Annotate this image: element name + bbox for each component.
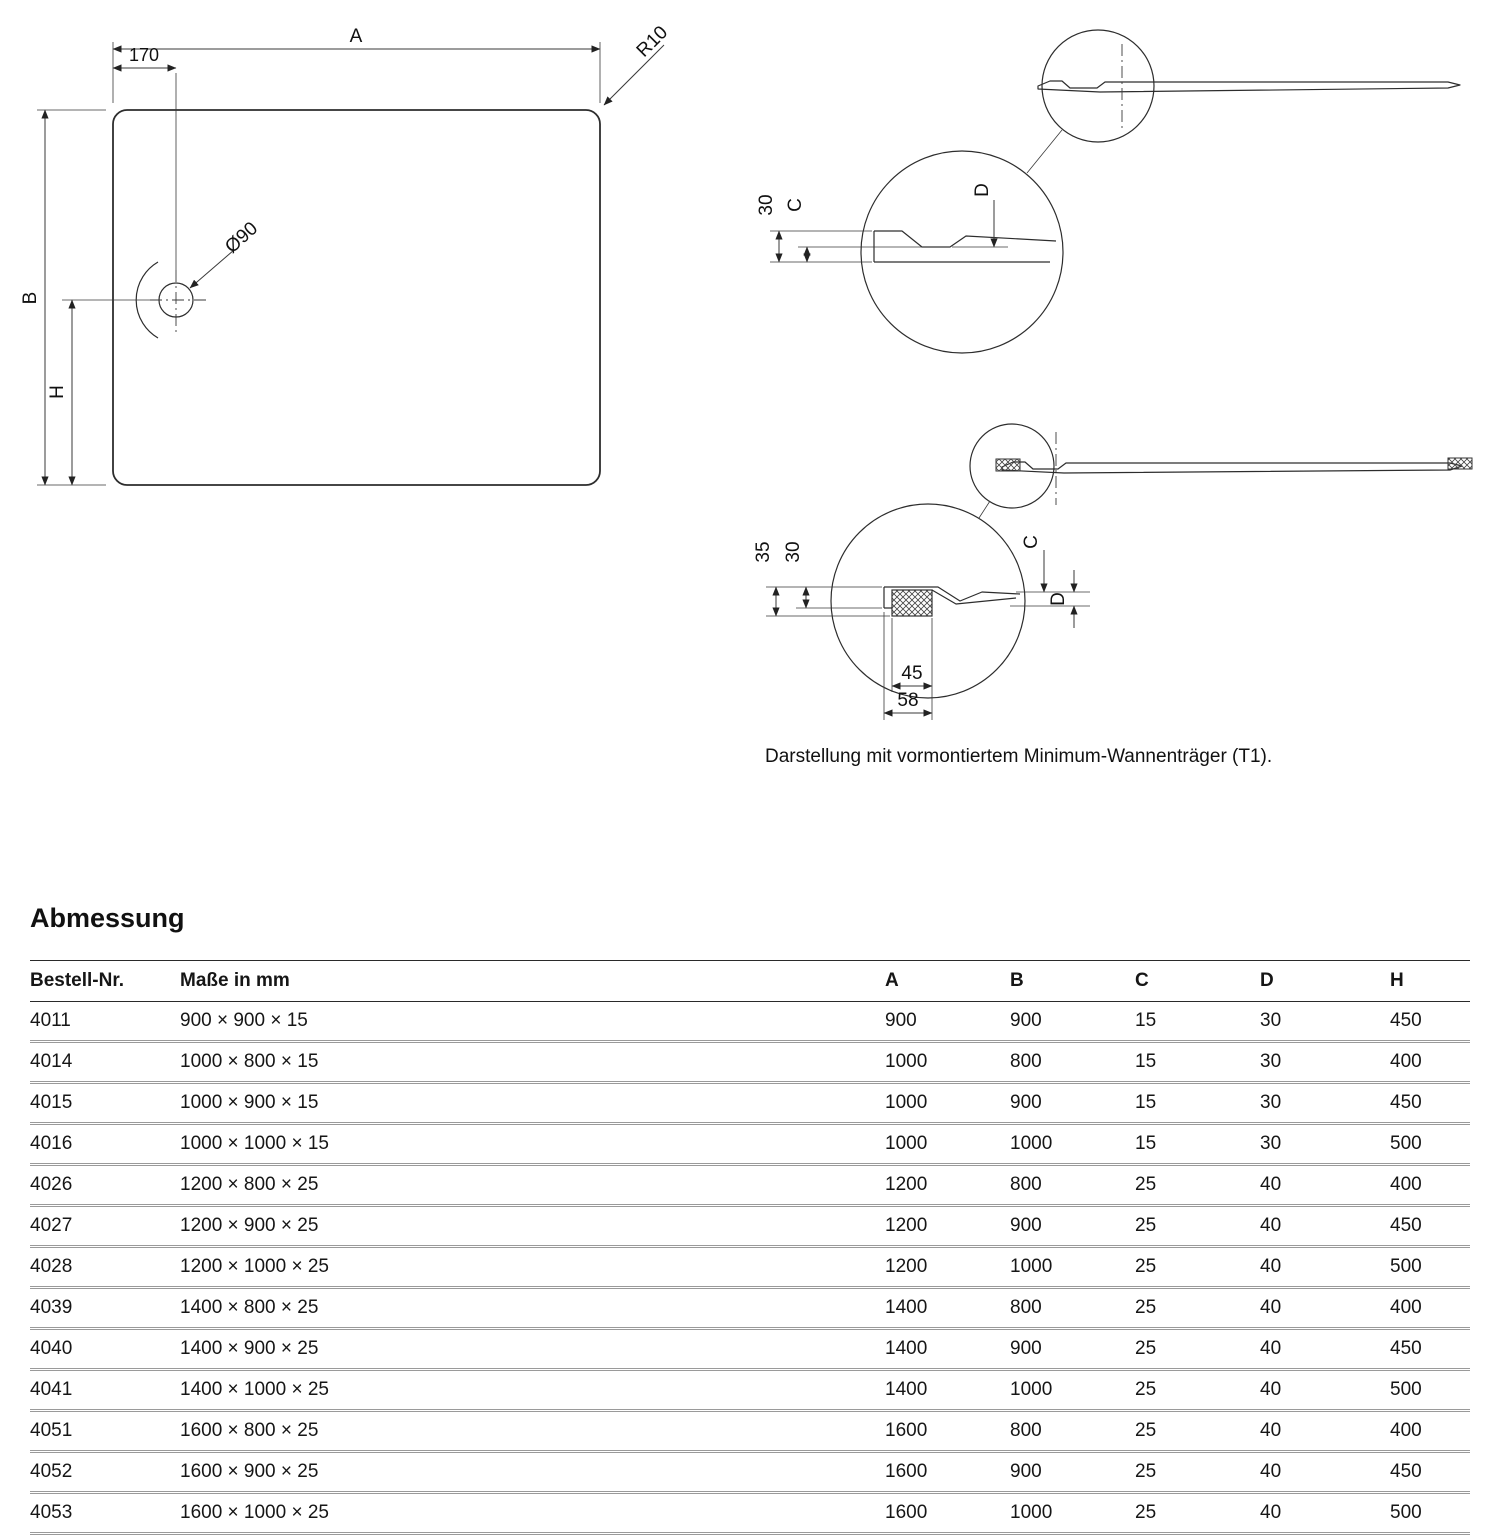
table-cell-h: 450 [1390,1002,1470,1042]
table-cell-a: 900 [885,1002,1010,1042]
dim-label-30-top: 30 [756,194,777,216]
corner-radius-label: R10 [632,22,673,62]
table-cell-a: 1000 [885,1042,1010,1083]
table-cell-b: 1000 [1010,1247,1135,1288]
table-cell-a: 1200 [885,1165,1010,1206]
table-cell-size: 1000 × 1000 × 15 [180,1124,885,1165]
table-cell-h: 450 [1390,1083,1470,1124]
tray-outline [113,110,600,485]
table-cell-a: 1600 [885,1411,1010,1452]
column-header-h: H [1390,961,1470,1002]
table-cell-h: 400 [1390,1042,1470,1083]
dimensions-table-body [30,1002,1470,1534]
dim-label-45: 45 [901,663,923,684]
table-cell-c: 25 [1135,1452,1260,1493]
zoom-profile-underside-t1 [932,590,1016,604]
table-cell-c: 25 [1135,1329,1260,1370]
table-cell-order-number: 4053 [30,1493,180,1534]
table-cell-size: 1400 × 900 × 25 [180,1329,885,1370]
table-cell-size: 1400 × 800 × 25 [180,1288,885,1329]
dim-label-d-top: D [972,183,993,197]
table-cell-d: 40 [1260,1329,1390,1370]
table-cell-h: 400 [1390,1288,1470,1329]
table-cell-c: 25 [1135,1370,1260,1411]
table-cell-b: 900 [1010,1329,1135,1370]
table-cell-d: 40 [1260,1411,1390,1452]
table-cell-a: 1200 [885,1206,1010,1247]
drawing-caption: Darstellung mit vormontiertem Minimum-Wannenträger (T1). [765,746,1273,767]
column-header-order-number: Bestell-Nr. [30,961,180,1002]
detail-callout-circle [1042,30,1154,142]
table-cell-h: 500 [1390,1247,1470,1288]
zoom-support-block [892,590,932,616]
table-cell-order-number: 4041 [30,1370,180,1411]
table-row [30,1042,1470,1083]
table-cell-size: 1200 × 1000 × 25 [180,1247,885,1288]
table-cell-order-number: 4026 [30,1165,180,1206]
column-header-d: D [1260,961,1390,1002]
table-cell-h: 500 [1390,1370,1470,1411]
table-row [30,1493,1470,1534]
table-cell-order-number: 4027 [30,1206,180,1247]
table-cell-b: 900 [1010,1083,1135,1124]
table-cell-d: 30 [1260,1002,1390,1042]
table-row [30,1002,1470,1042]
detail-zoom-circle [861,151,1063,353]
table-cell-c: 25 [1135,1247,1260,1288]
table-cell-size: 1200 × 900 × 25 [180,1206,885,1247]
table-cell-a: 1600 [885,1452,1010,1493]
support-block-left [996,459,1020,471]
table-cell-c: 25 [1135,1493,1260,1534]
table-cell-order-number: 4051 [30,1411,180,1452]
detail-connector-line [1027,130,1062,173]
table-cell-size: 1200 × 800 × 25 [180,1165,885,1206]
table-row [30,1452,1470,1493]
dim-label-d-bottom: D [1048,592,1069,606]
table-cell-size: 1000 × 900 × 15 [180,1083,885,1124]
table-cell-c: 15 [1135,1083,1260,1124]
table-cell-a: 1000 [885,1124,1010,1165]
table-cell-d: 40 [1260,1206,1390,1247]
table-row [30,1247,1470,1288]
table-cell-size: 1600 × 1000 × 25 [180,1493,885,1534]
section-detail-bottom [753,424,1472,720]
table-cell-d: 30 [1260,1042,1390,1083]
section-detail-top [756,30,1460,353]
table-row [30,1411,1470,1452]
dimensions-table [30,960,1470,1535]
column-header-b: B [1010,961,1135,1002]
table-cell-c: 25 [1135,1165,1260,1206]
table-row [30,1083,1470,1124]
table-cell-d: 30 [1260,1083,1390,1124]
table-cell-b: 800 [1010,1411,1135,1452]
table-cell-d: 40 [1260,1247,1390,1288]
table-cell-h: 450 [1390,1206,1470,1247]
table-cell-b: 800 [1010,1042,1135,1083]
table-cell-h: 500 [1390,1493,1470,1534]
table-cell-order-number: 4039 [30,1288,180,1329]
dimensions-table-head-row [30,961,1470,1002]
dim-label-58: 58 [897,690,919,711]
table-cell-c: 15 [1135,1124,1260,1165]
table-cell-a: 1400 [885,1288,1010,1329]
dim-label-b: B [20,291,41,305]
table-row [30,1124,1470,1165]
table-cell-order-number: 4028 [30,1247,180,1288]
table-cell-a: 1400 [885,1329,1010,1370]
table-row [30,1288,1470,1329]
table-cell-size: 1400 × 1000 × 25 [180,1370,885,1411]
table-cell-order-number: 4014 [30,1042,180,1083]
table-cell-c: 15 [1135,1002,1260,1042]
table-cell-b: 900 [1010,1452,1135,1493]
dim-label-offset: 170 [128,45,160,65]
table-cell-c: 25 [1135,1411,1260,1452]
table-row [30,1329,1470,1370]
table-cell-d: 30 [1260,1124,1390,1165]
zoom-profile-top [874,231,1056,247]
tray-section-profile-t1 [1002,462,1462,473]
table-cell-b: 1000 [1010,1124,1135,1165]
drain-diameter-label: Ø90 [221,218,263,258]
table-cell-size: 900 × 900 × 15 [180,1002,885,1042]
table-cell-order-number: 4015 [30,1083,180,1124]
table-cell-h: 500 [1390,1124,1470,1165]
support-block-right [1448,458,1472,469]
table-cell-a: 1600 [885,1493,1010,1534]
table-cell-d: 40 [1260,1452,1390,1493]
column-header-c: C [1135,961,1260,1002]
table-cell-b: 1000 [1010,1493,1135,1534]
table-cell-a: 1000 [885,1083,1010,1124]
dimensions-section [30,903,1470,1535]
table-cell-b: 900 [1010,1206,1135,1247]
table-cell-b: 900 [1010,1002,1135,1042]
table-cell-d: 40 [1260,1288,1390,1329]
dim-label-c-bottom: C [1021,535,1042,549]
table-cell-order-number: 4052 [30,1452,180,1493]
table-cell-d: 40 [1260,1370,1390,1411]
detail-connector-line-t1 [979,501,990,518]
table-cell-h: 400 [1390,1411,1470,1452]
table-cell-h: 450 [1390,1452,1470,1493]
tray-section-profile [1038,81,1460,92]
table-cell-d: 40 [1260,1493,1390,1534]
table-cell-a: 1400 [885,1370,1010,1411]
dim-label-a: A [349,26,363,47]
table-row [30,1165,1470,1206]
column-header-a: A [885,961,1010,1002]
drain-diameter-leader [190,250,234,288]
column-header-size: Maße in mm [180,961,885,1002]
table-cell-b: 800 [1010,1288,1135,1329]
table-cell-h: 450 [1390,1329,1470,1370]
table-cell-a: 1200 [885,1247,1010,1288]
table-cell-b: 800 [1010,1165,1135,1206]
table-cell-size: 1600 × 900 × 25 [180,1452,885,1493]
table-cell-order-number: 4011 [30,1002,180,1042]
table-cell-c: 25 [1135,1288,1260,1329]
table-cell-d: 40 [1260,1165,1390,1206]
table-cell-order-number: 4016 [30,1124,180,1165]
table-cell-c: 15 [1135,1042,1260,1083]
dim-label-30-bottom: 30 [783,541,804,563]
table-row [30,1206,1470,1247]
table-cell-size: 1000 × 800 × 15 [180,1042,885,1083]
table-cell-size: 1600 × 800 × 25 [180,1411,885,1452]
table-cell-order-number: 4040 [30,1329,180,1370]
dim-label-h: H [47,385,68,399]
table-row [30,1370,1470,1411]
dim-label-c-top: C [785,198,806,212]
table-cell-h: 400 [1390,1165,1470,1206]
table-cell-b: 1000 [1010,1370,1135,1411]
section-heading: Abmessung [30,903,185,933]
table-cell-c: 25 [1135,1206,1260,1247]
dim-label-35: 35 [753,541,774,563]
plan-view [20,22,672,485]
